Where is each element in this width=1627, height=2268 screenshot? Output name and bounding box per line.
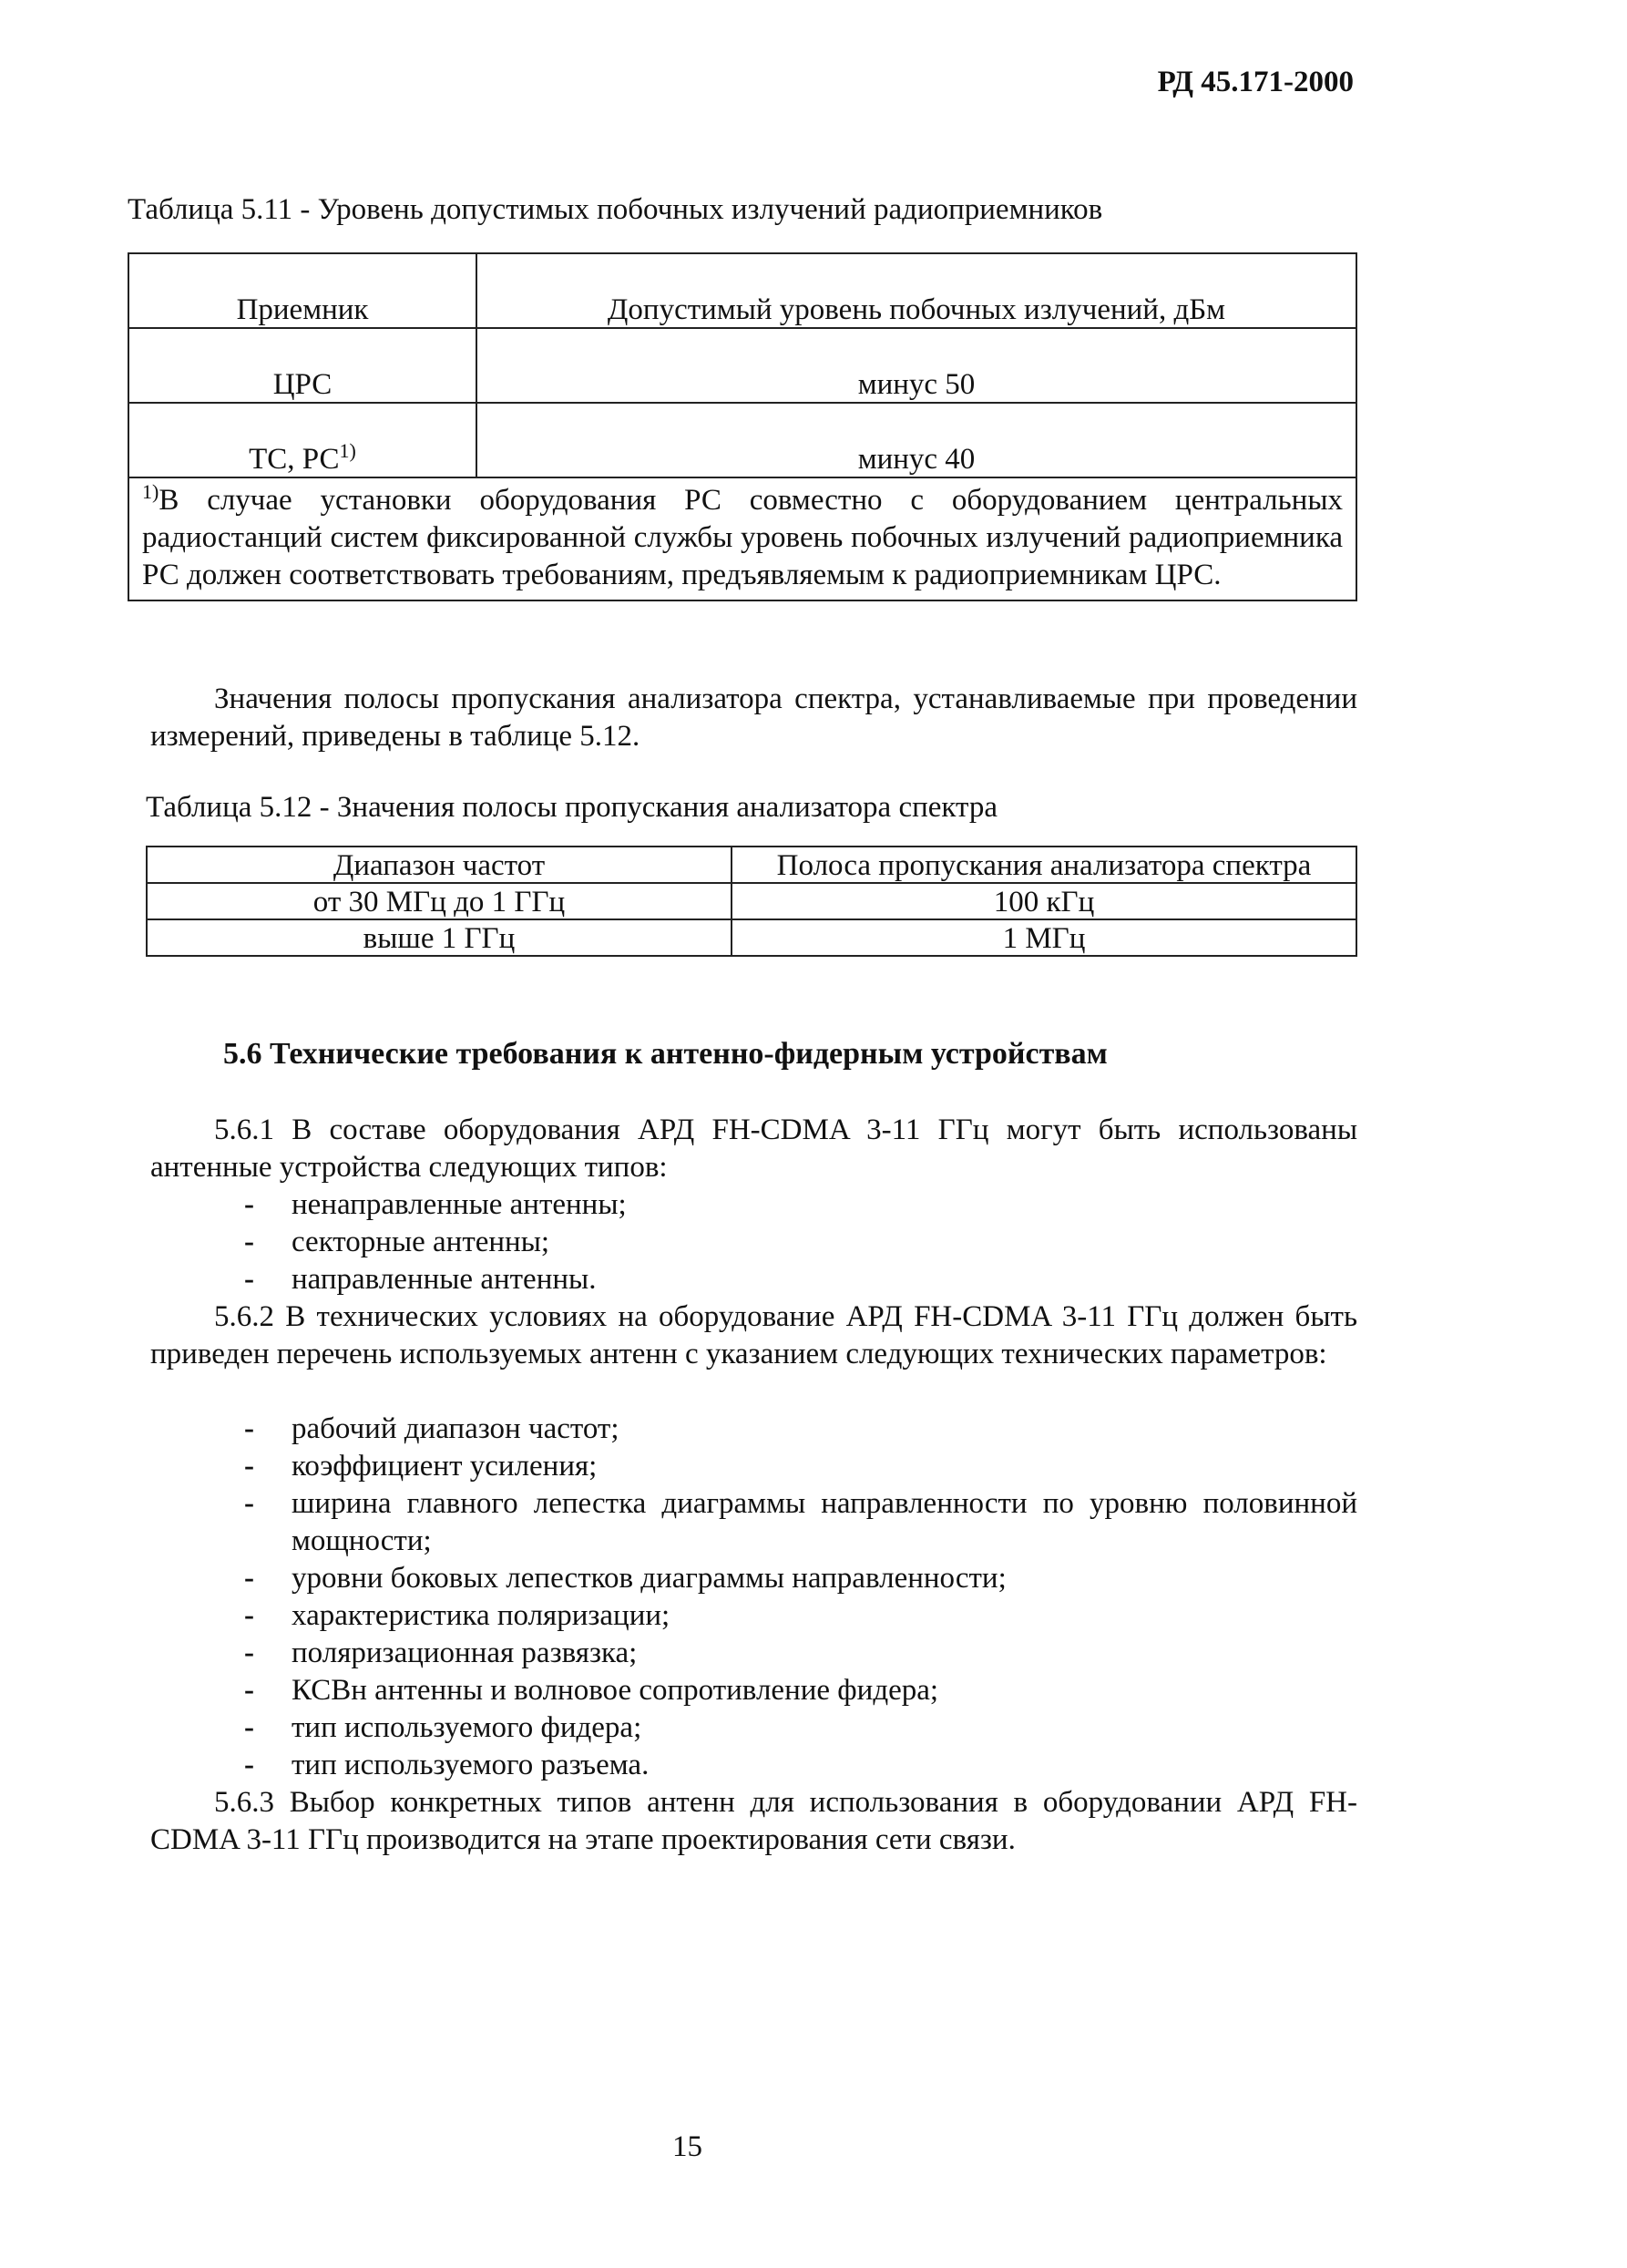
cell-range: от 30 МГц до 1 ГГц — [147, 883, 732, 919]
header-cell-range: Диапазон частот — [147, 847, 732, 883]
table-5-12-caption: Таблица 5.12 - Значения полосы пропускания анализатора спектра — [146, 791, 998, 824]
paragraph-bandwidth — [150, 681, 1357, 755]
paragraph-5-6-2 — [150, 1298, 1357, 1373]
header-cell-level: Допустимый уровень побочных излучений, дБм — [476, 253, 1356, 328]
cell-range: выше 1 ГГц — [147, 919, 732, 956]
section-heading: 5.6 Технические требования к антенно-фидерным устройствам — [223, 1037, 1108, 1071]
table-5-12 — [146, 846, 1357, 957]
list-item: - секторные антенны; — [244, 1224, 1357, 1261]
parameters-list — [244, 1411, 1357, 1784]
cell-level: минус 50 — [476, 328, 1356, 403]
table-header-row — [128, 253, 1356, 328]
list-item: - поляризационная развязка; — [244, 1635, 1357, 1672]
list-item: - КСВн антенны и волновое сопротивление фидера; — [244, 1672, 1357, 1709]
receiver-text: ТС, РС — [249, 443, 340, 476]
list-item: - характеристика поляризации; — [244, 1597, 1357, 1635]
table-row — [128, 328, 1356, 403]
cell-receiver — [128, 403, 476, 477]
document-code: РД 45.171-2000 — [1157, 66, 1354, 98]
paragraph-text: 5.6.1 В составе оборудования АРД FH-CDMA 3-11 ГГц могут быть использованы антенные устройства следующих типов: — [150, 1113, 1357, 1184]
paragraph-5-6-1 — [150, 1112, 1357, 1186]
paragraph-text: Значения полосы пропускания анализатора спектра, устанавливаемые при проведении измерений, приведены в таблице 5.12. — [150, 682, 1357, 753]
table-5-11 — [128, 252, 1357, 601]
page-number: 15 — [672, 2130, 702, 2163]
antenna-types-list — [244, 1186, 1357, 1298]
table-row — [147, 883, 1356, 919]
list-item: - ширина главного лепестка диаграммы направленности по уровню половинной мощности; — [244, 1485, 1357, 1560]
header-cell-receiver: Приемник — [128, 253, 476, 328]
table-footnote-row — [128, 477, 1356, 600]
footnote-text: В случае установки оборудования РС совместно с оборудованием центральных радиостанций систем фиксированной службы уровень побочных излучений радиоприемника РС должен соответствовать требованиям, предъявляемым к радиоприемникам ЦРС. — [142, 484, 1343, 591]
table-row — [147, 919, 1356, 956]
cell-level: минус 40 — [476, 403, 1356, 477]
list-item: - ненаправленные антенны; — [244, 1186, 1357, 1224]
paragraph-text: 5.6.3 Выбор конкретных типов антенн для использования в оборудовании АРД FH-CDMA 3-11 ГГц производится на этапе проектирования сети связи. — [150, 1786, 1357, 1856]
table-footnote — [128, 477, 1356, 600]
cell-receiver: ЦРС — [128, 328, 476, 403]
list-item: - уровни боковых лепестков диаграммы направленности; — [244, 1560, 1357, 1597]
list-item: - направленные антенны. — [244, 1261, 1357, 1298]
cell-bandwidth: 1 МГц — [732, 919, 1356, 956]
cell-bandwidth: 100 кГц — [732, 883, 1356, 919]
table-5-11-caption: Таблица 5.11 - Уровень допустимых побочных излучений радиоприемников — [128, 193, 1103, 226]
paragraph-5-6-3 — [150, 1784, 1357, 1859]
table-row — [128, 403, 1356, 477]
table-header-row — [147, 847, 1356, 883]
list-item: - тип используемого фидера; — [244, 1709, 1357, 1747]
footnote-ref: 1) — [339, 439, 356, 462]
footnote-mark: 1) — [142, 480, 159, 503]
header-cell-bandwidth: Полоса пропускания анализатора спектра — [732, 847, 1356, 883]
paragraph-text: 5.6.2 В технических условиях на оборудование АРД FH-CDMA 3-11 ГГц должен быть приведен перечень используемых антенн с указанием следующих технических параметров: — [150, 1300, 1357, 1370]
list-item: - рабочий диапазон частот; — [244, 1411, 1357, 1448]
list-item: - коэффициент усиления; — [244, 1448, 1357, 1485]
list-item: - тип используемого разъема. — [244, 1747, 1357, 1784]
